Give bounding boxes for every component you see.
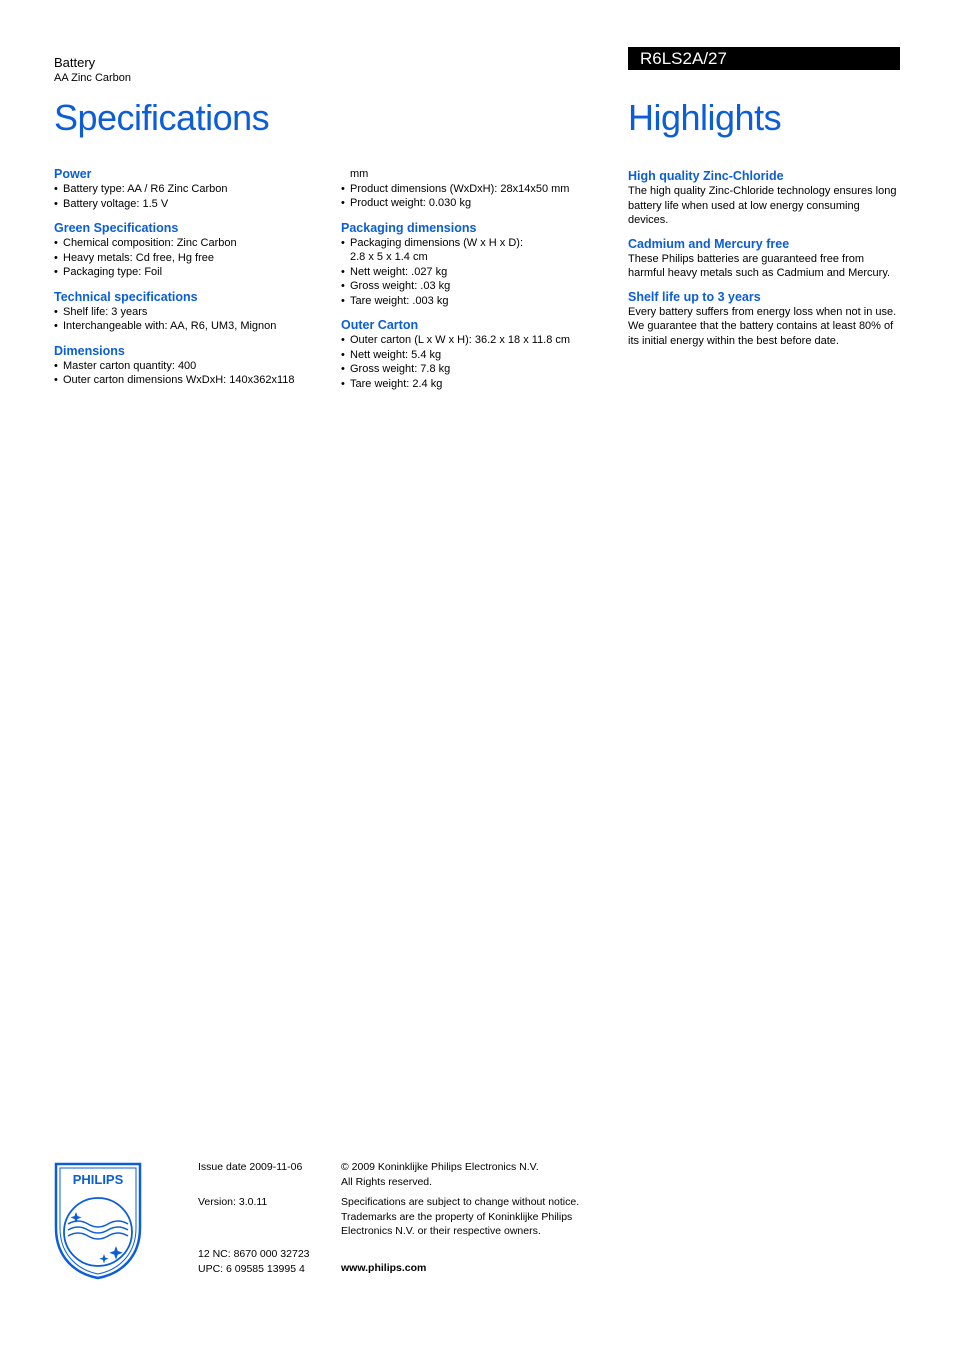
spec-item: • Tare weight: 2.4 kg <box>341 377 611 392</box>
spec-section-green <box>54 221 334 280</box>
philips-logo <box>54 1162 142 1280</box>
copyright-notice <box>341 1160 539 1189</box>
spec-continuation: mm <box>350 168 369 180</box>
nc-code: 12 NC: 8670 000 32723 <box>198 1248 310 1260</box>
spec-item: • Interchangeable with: AA, R6, UM3, Mignon <box>54 319 334 334</box>
spec-item: • Battery type: AA / R6 Zinc Carbon <box>54 182 334 197</box>
spec-item-wrap: 2.8 x 5 x 1.4 cm <box>350 251 428 263</box>
highlight-text: Every battery suffers from energy loss when not in use. We guarantee that the battery contains at least 80% of its initial energy within the best before date. <box>628 305 897 347</box>
upc-code: UPC: 6 09585 13995 4 <box>198 1262 305 1275</box>
spec-section-technical <box>54 290 334 334</box>
section-heading: Outer Carton <box>341 318 419 332</box>
spec-item: • Product weight: 0.030 kg <box>341 196 611 211</box>
spec-item: • Battery voltage: 1.5 V <box>54 197 334 212</box>
disclaimer-line: Specifications are subject to change without notice. <box>341 1196 580 1208</box>
spec-item: • Nett weight: 5.4 kg <box>341 348 611 363</box>
highlight-text: These Philips batteries are guaranteed free from harmful heavy metals such as Cadmium and Mercury. <box>628 252 891 279</box>
highlight-zinc-chloride <box>628 169 902 228</box>
specifications-disclaimer <box>341 1195 601 1239</box>
model-number-banner: R6LS2A/27 <box>628 47 900 70</box>
copyright-line: © 2009 Koninklijke Philips Electronics N.V. <box>341 1161 539 1173</box>
spec-item: • Outer carton dimensions WxDxH: 140x362x118 <box>54 373 334 388</box>
product-codes <box>198 1247 310 1276</box>
highlight-cadmium-mercury <box>628 237 902 281</box>
section-heading: Power <box>54 167 92 181</box>
spec-item: • Shelf life: 3 years <box>54 305 334 320</box>
disclaimer-line: Electronics N.V. or their respective owners. <box>341 1225 541 1237</box>
spec-item <box>341 236 611 265</box>
product-subtitle: AA Zinc Carbon <box>54 72 132 84</box>
spec-item: • Chemical composition: Zinc Carbon <box>54 236 334 251</box>
highlight-text: The high quality Zinc-Chloride technology ensures long battery life when used at low energy consuming devices. <box>628 185 897 226</box>
spec-item: • Outer carton (L x W x H): 36.2 x 18 x 11.8 cm <box>341 333 611 348</box>
spec-item: • Tare weight: .003 kg <box>341 294 611 309</box>
spec-section-dimensions <box>54 344 334 388</box>
section-heading: Green Specifications <box>54 221 179 235</box>
website-link[interactable]: www.philips.com <box>341 1262 427 1274</box>
spec-section-power <box>54 167 334 211</box>
spec-item: • Nett weight: .027 kg <box>341 265 611 280</box>
highlight-shelf-life <box>628 290 902 349</box>
issue-date: Issue date 2009-11-06 <box>198 1161 303 1173</box>
highlight-heading: High quality Zinc-Chloride <box>628 169 784 183</box>
product-category: Battery <box>54 55 96 70</box>
highlights-column <box>628 169 902 357</box>
rights-line: All Rights reserved. <box>341 1175 433 1188</box>
spec-item-text: Packaging dimensions (W x H x D): <box>350 236 523 249</box>
spec-item: • Gross weight: 7.8 kg <box>341 362 611 377</box>
section-heading: Packaging dimensions <box>341 220 477 235</box>
section-heading: Dimensions <box>54 343 125 358</box>
spec-item: • Product dimensions (WxDxH): 28x14x50 mm <box>341 182 611 197</box>
spec-item: • Heavy metals: Cd free, Hg free <box>54 251 334 266</box>
spec-item: • Master carton quantity: 400 <box>54 359 334 374</box>
spec-item: • Packaging type: Foil <box>54 265 334 280</box>
spec-item: • Gross weight: .03 kg <box>341 279 611 294</box>
version-number: Version: 3.0.11 <box>198 1196 268 1208</box>
spec-section-packaging <box>341 221 611 309</box>
highlights-title: Highlights <box>628 97 782 138</box>
highlight-heading: Cadmium and Mercury free <box>628 236 790 251</box>
disclaimer-line: Trademarks are the property of Koninklijke Philips <box>341 1210 573 1223</box>
spec-section-outer-carton <box>341 318 611 391</box>
philips-logo-text: PHILIPS <box>72 1172 124 1187</box>
highlight-heading: Shelf life up to 3 years <box>628 289 761 304</box>
specs-column-2 <box>341 167 611 401</box>
specifications-title: Specifications <box>54 97 270 138</box>
specs-column-1 <box>54 167 334 398</box>
section-heading: Technical specifications <box>54 289 198 304</box>
